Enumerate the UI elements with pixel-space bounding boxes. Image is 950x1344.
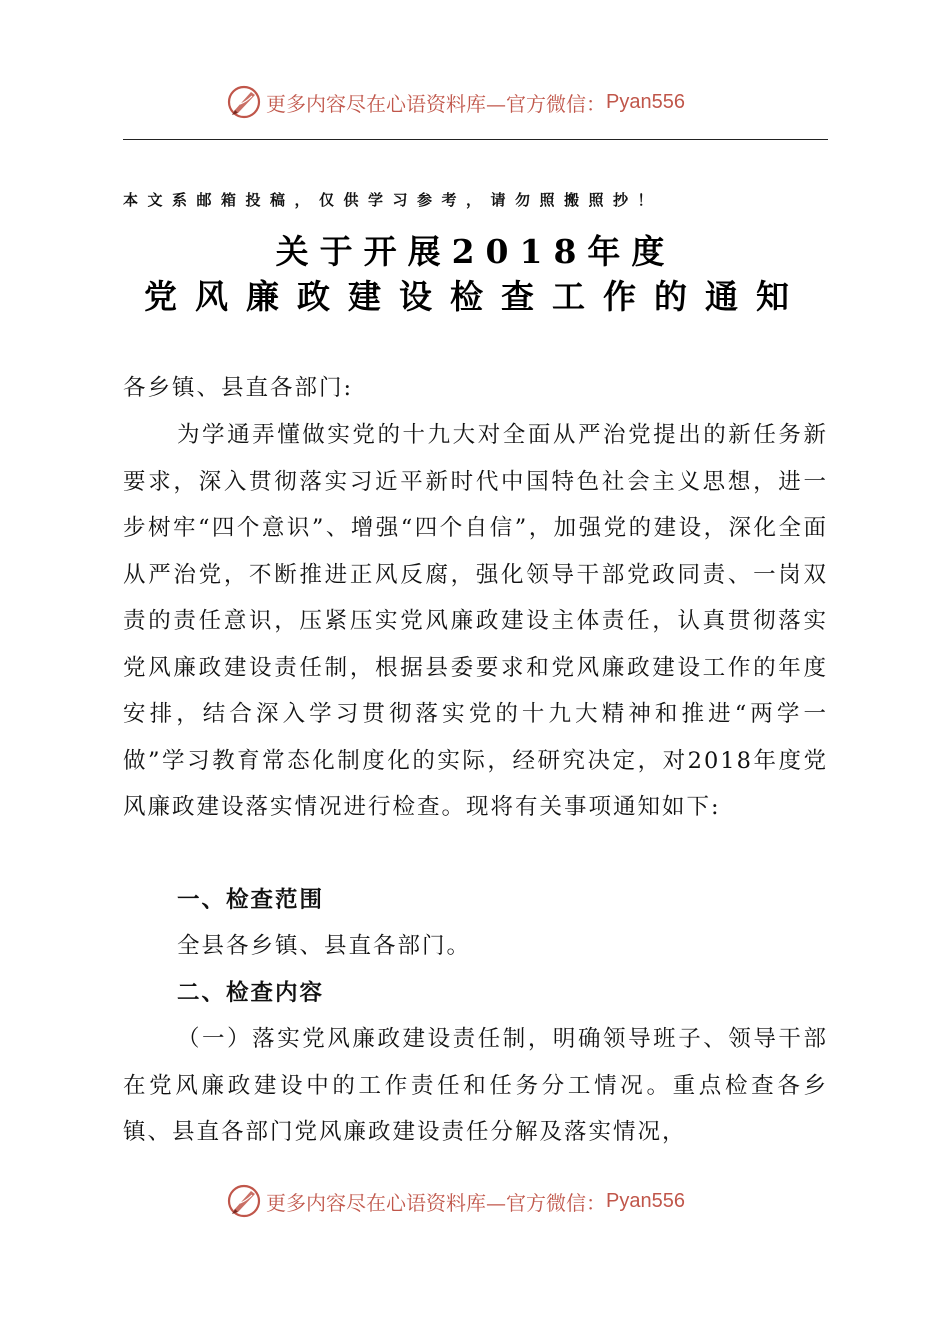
intro-paragraph-text: 为学通弄懂做实党的十九大对全面从严治党提出的新任务新要求，深入贯彻落实习近平新时代中国特色社会主义思想，进一步树牢“四个意识”、增强“四个自信”，加强党的建设，深化全面从严治党，不断推进正风反腐，强化领导干部党政同责、一岗双责的责任意识，压紧压实党风廉政建设主体责任，认真贯彻落实党风廉政建设责任制，根据县委要求和党风廉政建设工作的年度安排，结合深入学习贯彻落实党的十九大精神和推进“两学一做”学习教育常态化制度化的实际，经研究决定，对2018年度党风廉政建设落实情况进行检查。现将有关事项通知如下: bbox=[123, 422, 828, 820]
content-paragraph-text: （一）落实党风廉政建设责任制，明确领导班子、领导干部在党风廉政建设中的工作责任和任务分工情况。重点检查各乡镇、县直各部门党风廉政建设责任分解及落实情况， bbox=[123, 1026, 828, 1145]
quill-pen-logo-icon bbox=[226, 1183, 262, 1219]
salutation: 各乡镇、县直各部门: bbox=[123, 375, 354, 401]
disclaimer-text: 本文系邮箱投稿，仅供学习参考，请勿照搬照抄！ bbox=[123, 191, 663, 209]
document-title-line1: 关于开展2018年度 bbox=[275, 232, 676, 271]
header-watermark-banner bbox=[226, 82, 685, 122]
banner-text: 更多内容尽在心语资料库—官方微信： bbox=[266, 91, 606, 116]
section-heading-scope: 一、检查范围 bbox=[177, 887, 325, 913]
intro-paragraph bbox=[123, 412, 828, 831]
document-title-line2: 党风廉政建设检查工作的通知 bbox=[144, 277, 807, 316]
scope-text: 全县各乡镇、县直各部门。 bbox=[177, 933, 472, 959]
banner-wechat-id: Pyan556 bbox=[606, 90, 685, 113]
footer-watermark-banner bbox=[226, 1181, 685, 1221]
banner-wechat-id: Pyan556 bbox=[606, 1189, 685, 1212]
header-divider bbox=[123, 139, 828, 140]
section-heading-content: 二、检查内容 bbox=[177, 980, 325, 1006]
quill-pen-logo-icon bbox=[226, 84, 262, 120]
banner-text: 更多内容尽在心语资料库—官方微信： bbox=[266, 1190, 606, 1215]
content-paragraph bbox=[123, 1016, 828, 1156]
